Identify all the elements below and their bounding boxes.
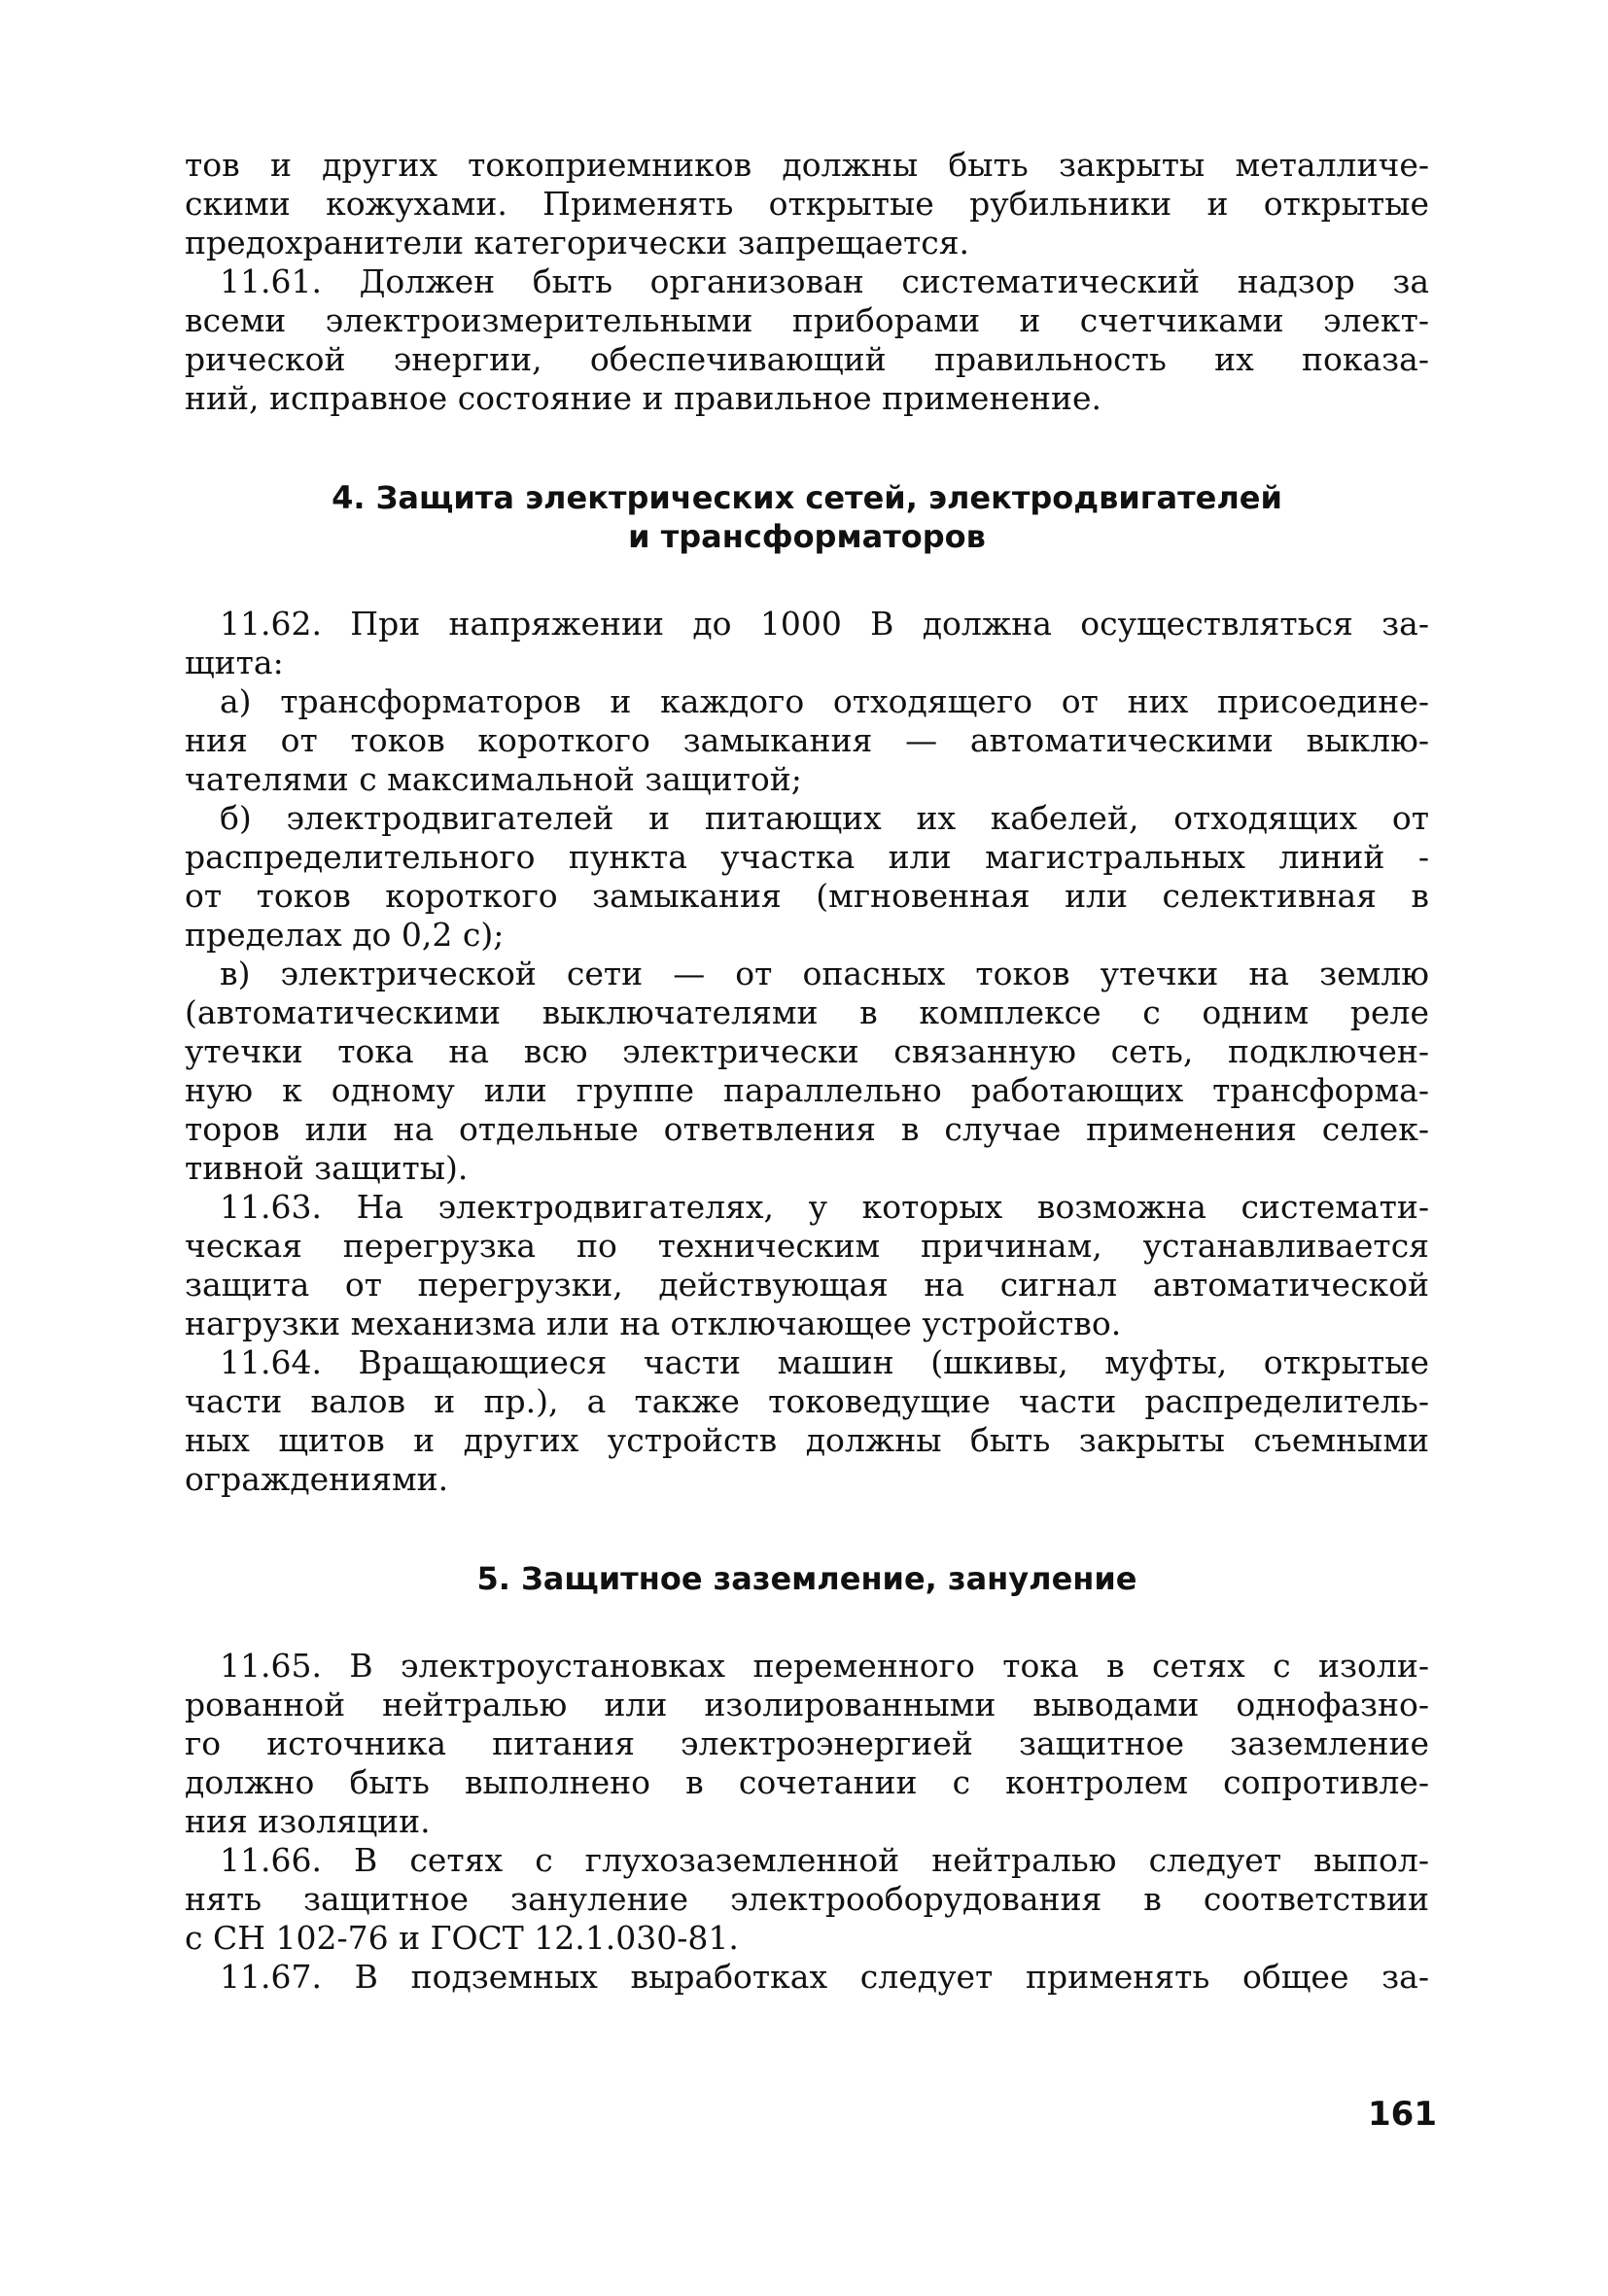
text-line: тивной защиты). [185, 1149, 469, 1187]
text-line: 11.65. В электроустановках переменного тока в сетях с изоли- [220, 1647, 1429, 1685]
text-line: ную к одному или группе параллельно работающих трансформа- [185, 1071, 1429, 1109]
text-line: утечки тока на всю электрически связанную сеть, подключен- [185, 1032, 1429, 1070]
text-line: пределах до 0,2 с); [185, 916, 505, 954]
text-line: нагрузки механизма или на отключающее устройство. [185, 1305, 1122, 1342]
text-line: 11.63. На электродвигателях, у которых возможна системати- [220, 1188, 1429, 1226]
text-column [185, 146, 1429, 1997]
text-line: 11.66. В сетях с глухозаземленной нейтралью следует выпол- [220, 1841, 1429, 1879]
text-line: (автоматическими выключателями в комплексе с одним реле [185, 993, 1429, 1031]
text-line: в) электрической сети — от опасных токов утечки на землю [220, 955, 1429, 992]
section-heading: и трансформаторов [628, 518, 986, 555]
text-line: с СН 102-76 и ГОСТ 12.1.030-81. [185, 1919, 739, 1957]
text-line: от токов короткого замыкания (мгновенная или селективная в [185, 877, 1429, 915]
text-line: защита от перегрузки, действующая на сигнал автоматической [185, 1266, 1429, 1304]
text-line: торов или на отдельные ответвления в случае применения селек- [185, 1110, 1429, 1148]
text-line: 11.61. Должен быть организован систематический надзор за [220, 262, 1429, 300]
text-line: ния от токов короткого замыкания — автоматическими выклю- [185, 721, 1429, 759]
text-line: рованной нейтралью или изолированными выводами однофазно- [185, 1686, 1429, 1723]
text-line: тов и других токоприемников должны быть закрыты металличе- [185, 146, 1429, 184]
text-line: рической энергии, обеспечивающий правильность их показа- [185, 340, 1429, 378]
text-line: ных щитов и других устройств должны быть закрыты съемными [185, 1421, 1429, 1459]
text-line: всеми электроизмерительными приборами и счетчиками элект- [185, 301, 1429, 339]
text-line: предохранители категорически запрещается. [185, 224, 970, 261]
page-number: 161 [1368, 2095, 1437, 2134]
text-line: нять защитное зануление электрооборудования в соответствии [185, 1880, 1429, 1918]
text-line: ограждениями. [185, 1460, 449, 1498]
text-line: ний, исправное состояние и правильное применение. [185, 379, 1101, 417]
text-line: скими кожухами. Применять открытые рубильники и открытые [185, 185, 1429, 223]
text-line: 11.67. В подземных выработках следует применять общее за- [220, 1958, 1429, 1996]
text-line: ческая перегрузка по техническим причинам, устанавливается [185, 1227, 1429, 1265]
text-line: распределительного пункта участка или магистральных линий - [185, 838, 1429, 876]
text-line: щита: [185, 644, 284, 681]
text-line: го источника питания электроэнергией защитное заземление [185, 1724, 1429, 1762]
text-line: ния изоляции. [185, 1802, 431, 1840]
text-line: 11.64. Вращающиеся части машин (шкивы, муфты, открытые [220, 1343, 1429, 1381]
text-line: чателями с максимальной защитой; [185, 760, 802, 798]
text-line: б) электродвигателей и питающих их кабелей, отходящих от [220, 799, 1429, 837]
text-line: 11.62. При напряжении до 1000 В должна осуществляться за- [220, 605, 1429, 643]
text-line: части валов и пр.), а также токоведущие части распределитель- [185, 1382, 1429, 1420]
section-heading: 4. Защита электрических сетей, электродвигателей [332, 479, 1282, 516]
text-line: а) трансформаторов и каждого отходящего от них присоедине- [220, 682, 1429, 720]
section-heading: 5. Защитное заземление, зануление [476, 1560, 1137, 1597]
text-line: должно быть выполнено в сочетании с контролем сопротивле- [185, 1763, 1429, 1801]
